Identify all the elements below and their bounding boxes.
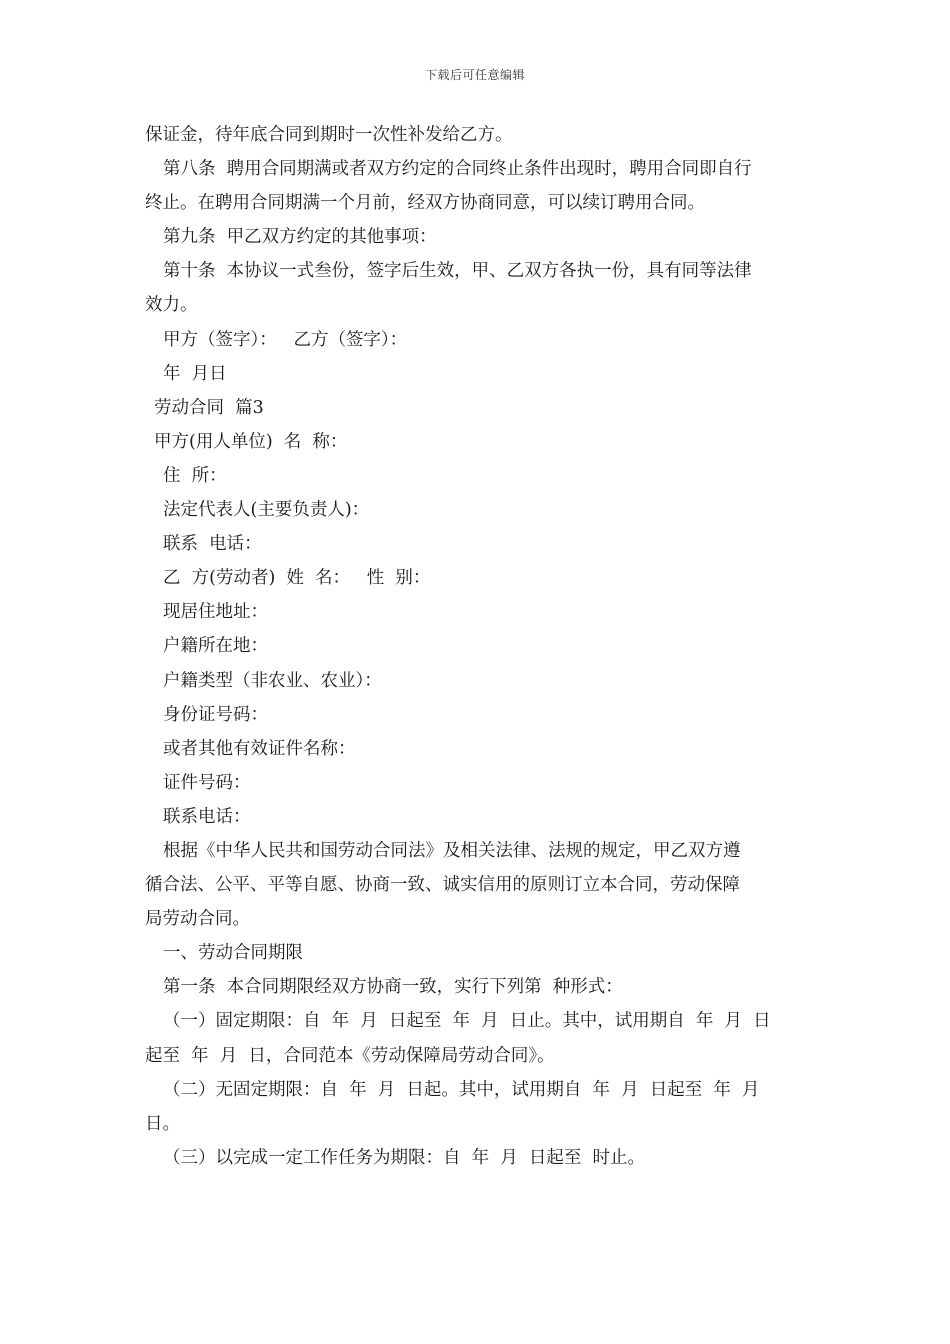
text-line: 第十条 本协议一式叁份，签字后生效，甲、乙双方各执一份，具有同等法律 [163, 261, 752, 282]
text-line: 身份证号码： [163, 704, 268, 725]
text-line: 法定代表人(主要负责人)： [163, 500, 370, 521]
text-line: 第一条 本合同期限经双方协商一致，实行下列第 种形式： [163, 977, 623, 998]
text-line: 或者其他有效证件名称： [163, 738, 356, 759]
text-line: （一）固定期限：自 年 月 日起至 年 月 日止。其中，试用期自 年 月 日 [163, 1011, 771, 1032]
text-line: 根据《中华人民共和国劳动合同法》及相关法律、法规的规定，甲乙双方遵 [163, 840, 741, 861]
page-header-note: 下载后可任意编辑 [424, 68, 525, 82]
document-body [145, 118, 810, 1175]
text-line: 循合法、公平、平等自愿、协商一致、诚实信用的原则订立本合同，劳动保障 [145, 875, 740, 896]
text-line: 住 所： [163, 465, 227, 486]
text-line: 年 月日 [163, 363, 227, 384]
section-title: 一、劳动合同期限 [163, 943, 303, 964]
text-line: 起至 年 月 日，合同范本《劳动保障局劳动合同》。 [145, 1045, 555, 1066]
text-line: 第八条 聘用合同期满或者双方约定的合同终止条件出现时，聘用合同即自行 [163, 159, 752, 180]
text-line: 联系电话： [163, 806, 251, 827]
text-line: 甲方（签字）： 乙方（签字）： [163, 329, 408, 350]
text-line: 户籍类型（非农业、农业）： [163, 670, 382, 691]
text-line: 甲方(用人单位) 名 称： [154, 431, 348, 452]
text-line: 终止。在聘用合同期满一个月前，经双方协商同意，可以续订聘用合同。 [145, 193, 705, 214]
text-line: 户籍所在地： [163, 636, 268, 657]
text-line: 日。 [145, 1113, 180, 1134]
text-line: 联系 电话： [163, 534, 262, 555]
text-line: （三）以完成一定工作任务为期限：自 年 月 日起至 时止。 [163, 1147, 646, 1168]
text-line: 现居住地址： [163, 602, 268, 623]
text-line: （二）无固定期限：自 年 月 日起。其中，试用期自 年 月 日起至 年 月 [163, 1079, 760, 1100]
text-line: 局劳动合同。 [145, 909, 250, 930]
text-line: 证件号码： [163, 772, 251, 793]
text-line: 乙 方(劳动者) 姓 名： 性 别： [163, 568, 431, 589]
text-line: 保证金，待年底合同到期时一次性补发给乙方。 [145, 125, 513, 145]
text-line: 第九条 甲乙双方约定的其他事项： [163, 227, 437, 248]
section-title: 劳动合同 篇3 [154, 397, 264, 418]
text-line: 效力。 [145, 295, 198, 316]
